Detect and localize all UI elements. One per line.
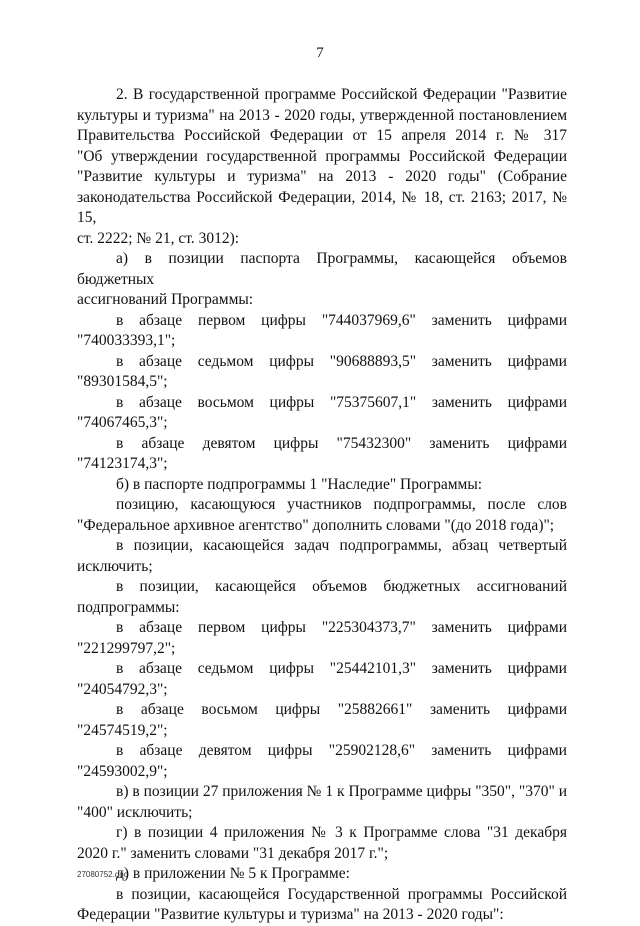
word: цифры — [275, 701, 321, 718]
text-line: "400" исключить; — [77, 803, 193, 821]
word: цифрами — [507, 742, 567, 759]
word: девятом — [198, 742, 252, 759]
word: абзаце — [139, 742, 183, 759]
paragraph — [77, 85, 567, 249]
paragraph — [77, 864, 567, 885]
word: в — [116, 742, 124, 759]
word: цифрами — [507, 701, 567, 718]
paragraph — [77, 823, 567, 864]
word: седьмом — [197, 660, 254, 677]
paragraph — [77, 249, 567, 311]
text-line: 2. В государственной программе Российской Федерации "Развитие — [116, 86, 567, 103]
text-line: Федерации "Развитие культуры и туризма" на 2013 - 2020 годы": — [77, 906, 504, 923]
text-line — [77, 311, 567, 332]
word: цифры — [267, 742, 313, 759]
paragraph — [77, 495, 567, 536]
text-line — [77, 741, 567, 762]
text-line: позицию, касающуюся участников подпрограммы, после слов — [116, 496, 567, 513]
paragraph — [77, 577, 567, 618]
word: заменить — [431, 742, 492, 759]
word: в — [116, 660, 124, 677]
text-line: культуры и туризма" на 2013 - 2020 годы, утвержденной постановлением — [77, 106, 567, 124]
text-line: "24054792,3"; — [77, 680, 168, 698]
word: цифрами — [507, 352, 567, 370]
word: заменить — [431, 660, 492, 677]
text-line — [77, 618, 567, 639]
word: абзаце — [138, 393, 182, 411]
paragraph — [77, 618, 567, 659]
text-line: а) в позиции паспорта Программы, касающейся объемов бюджетных — [77, 250, 567, 288]
word: "25902128,6" — [328, 742, 416, 759]
word: заменить — [431, 619, 492, 636]
text-line: "24574519,2"; — [77, 721, 168, 739]
text-line: "740033393,1"; — [77, 332, 176, 349]
word: в — [116, 701, 124, 718]
paragraph — [77, 741, 567, 782]
word: абзаце — [139, 619, 183, 636]
word: цифрами — [507, 619, 567, 636]
word: заменить — [431, 311, 492, 329]
word: первом — [197, 619, 246, 636]
word: заменить — [431, 352, 492, 370]
paragraph — [77, 434, 567, 475]
text-line: "89301584,5"; — [77, 373, 168, 390]
word: в — [116, 393, 124, 411]
paragraph — [77, 393, 567, 434]
word: в — [116, 311, 124, 329]
word: седьмом — [197, 352, 254, 370]
text-line: "24593002,9"; — [77, 762, 168, 780]
footer-file-code: 27080752.doc — [77, 870, 128, 879]
word: абзаце — [139, 352, 182, 370]
word: в — [116, 619, 124, 636]
document-body — [77, 85, 567, 926]
text-line: б) в паспорте подпрограммы 1 "Наследие" Программы: — [116, 475, 483, 493]
text-line: законодательства Российской Федерации, 2014, № 18, ст. 2163; 2017, № 15, — [77, 188, 567, 226]
text-line: ст. 2222; № 21, ст. 3012): — [77, 229, 240, 247]
word: "90688893,5" — [329, 352, 417, 370]
text-line: "Об утверждении государственной программы Российской Федерации — [77, 147, 567, 165]
word: восьмом — [201, 701, 258, 718]
text-line: в позиции, касающейся задач подпрограммы, абзац четвертый — [116, 537, 567, 554]
text-line — [77, 393, 567, 414]
text-line: в абзаце девятом цифры "75432300" заменить цифрами "74123174,3"; — [77, 434, 567, 472]
paragraph — [77, 475, 567, 496]
text-line: "Развитие культуры и туризма" на 2013 - 2020 годы" (Собрание — [77, 168, 567, 185]
text-line: ассигнований Программы: — [77, 291, 254, 308]
text-line — [77, 659, 567, 680]
word: заменить — [431, 393, 492, 411]
word: цифры — [261, 311, 306, 329]
text-line: Правительства Российской Федерации от 15 апреля 2014 г. № 317 — [77, 127, 567, 144]
text-line: подпрограммы: — [77, 598, 180, 616]
word: "75375607,1" — [329, 393, 417, 411]
word: цифрами — [507, 660, 567, 677]
paragraph — [77, 700, 567, 741]
word: абзаце — [139, 311, 183, 329]
word: абзаце — [139, 660, 182, 677]
word: цифры — [269, 352, 315, 370]
word: цифры — [269, 393, 315, 411]
word: заменить — [429, 701, 491, 718]
word: абзаце — [140, 701, 184, 718]
word: в — [116, 352, 124, 370]
word: цифрами — [507, 311, 567, 329]
word: "225304373,7" — [321, 619, 416, 636]
paragraph — [77, 885, 567, 926]
text-line: д) в приложении № 5 к Программе: — [116, 865, 350, 882]
page-number: 7 — [316, 45, 324, 61]
paragraph — [77, 659, 567, 700]
word: "25442101,3" — [329, 660, 417, 677]
text-line: "Федеральное архивное агентство" дополнить словами "(до 2018 года)"; — [77, 516, 555, 534]
text-line: г) в позиции 4 приложения № 3 к Программе слова "31 декабря — [116, 824, 567, 841]
word: "25882661" — [337, 701, 413, 718]
text-line: "74067465,3"; — [77, 414, 168, 431]
text-line: в позиции, касающейся Государственной программы Российской — [116, 885, 567, 903]
paragraph — [77, 311, 567, 352]
text-line: "221299797,2"; — [77, 639, 176, 657]
text-line: 2020 г." заменить словами "31 декабря 2017 г."; — [77, 844, 389, 862]
word: "744037969,6" — [321, 311, 416, 329]
paragraph — [77, 782, 567, 823]
text-line — [77, 700, 567, 721]
word: цифры — [269, 660, 315, 677]
paragraph — [77, 536, 567, 577]
word: первом — [197, 311, 246, 329]
word: цифры — [261, 619, 306, 636]
text-line — [77, 352, 567, 373]
paragraph — [77, 352, 567, 393]
text-line: в) в позиции 27 приложения № 1 к Программе цифры "350", "370" и — [116, 783, 567, 800]
text-line: в позиции, касающейся объемов бюджетных ассигнований — [116, 578, 567, 595]
word: восьмом — [197, 393, 254, 411]
word: цифрами — [507, 393, 567, 411]
text-line: исключить; — [77, 557, 153, 575]
